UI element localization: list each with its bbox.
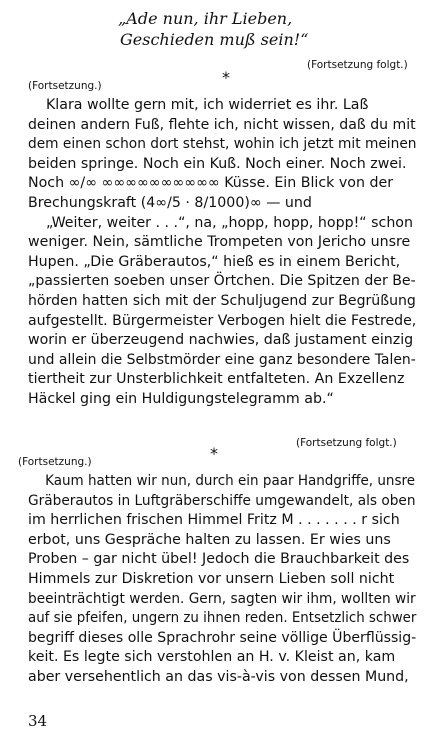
text-line: Kaum hatten wir nun, durch ein paar Handgriffe, unsre bbox=[45, 473, 416, 489]
text-line: deinen andern Fuß, flehte ich, nicht wissen, daß du mit bbox=[28, 116, 416, 133]
text-line: begriff dieses olle Sprachrohr seine völlige Überflüssig- bbox=[28, 629, 417, 646]
text-line: Noch ∞/∞ ∞∞∞∞∞∞∞∞∞∞ Küsse. Ein Blick von der bbox=[28, 175, 394, 192]
text-line: weniger. Nein, sämtliche Trompeten von Jericho unsre bbox=[28, 234, 411, 251]
page-number: 34 bbox=[28, 712, 48, 730]
text-line: Brechungskraft (4∞/5 · 8/1000)∞ — und bbox=[28, 194, 312, 211]
text-line: worin er überzeugend nachwies, daß justament einzig bbox=[28, 332, 414, 349]
text-line: „passierten soeben unser Örtchen. Die Spitzen der Be- bbox=[28, 273, 416, 290]
text-line: beeinträchtigt werden. Gern, sagten wir ihm, wollten wir bbox=[28, 590, 416, 607]
text-line: auf sie pfeifen, ungern zu ihnen reden. Entsetzlich schwer bbox=[28, 610, 417, 627]
continued-note-2: (Fortsetzung folgt.) bbox=[296, 437, 397, 449]
text-line: Gräberautos in Luftgräberschiffe umgewandelt, als oben bbox=[28, 492, 416, 509]
text-line: erbot, uns Gespräche halten zu lassen. Er wies uns bbox=[28, 531, 391, 548]
verse-line-1: „Ade nun, ihr Lieben, bbox=[118, 9, 293, 28]
text-line: „Weiter, weiter . . .“, na, „hopp, hopp, hopp!“ schon bbox=[46, 214, 413, 231]
text-line: keit. Es legte sich verstohlen an H. v. Kleist an, kam bbox=[28, 649, 396, 666]
text-line: Häckel ging ein Huldigungstelegramm ab.“ bbox=[28, 390, 334, 407]
verse-line-2: Geschieden muß sein!“ bbox=[120, 30, 309, 49]
paragraph-2 bbox=[28, 472, 416, 688]
section-separator-star-1: * bbox=[222, 68, 230, 87]
text-line: tiertheit zur Unsterblichkeit entfalteten. An Exzellenz bbox=[28, 371, 405, 388]
section-heading-1: (Fortsetzung.) bbox=[28, 80, 102, 92]
continued-note-1: (Fortsetzung folgt.) bbox=[307, 59, 408, 71]
text-line: Hupen. „Die Gräberautos,“ hieß es in einem Bericht, bbox=[28, 253, 401, 270]
text-line: Proben – gar nicht übel! Jedoch die Brauchbarkeit des bbox=[28, 551, 410, 568]
text-line: beiden springe. Noch ein Kuß. Noch einer. Noch zwei. bbox=[28, 155, 407, 172]
text-line: Klara wollte gern mit, ich widerriet es ihr. Laß bbox=[46, 97, 369, 113]
section-separator-star-2: * bbox=[210, 444, 218, 463]
text-line: Himmels zur Diskretion vor unsern Lieben soll nicht bbox=[28, 570, 395, 587]
verse-quote bbox=[118, 8, 308, 50]
text-line: dem einen schon dort stehst, wohin ich jetzt mit meinen bbox=[28, 136, 417, 153]
paragraph-1 bbox=[28, 96, 416, 410]
section-heading-2: (Fortsetzung.) bbox=[18, 456, 92, 468]
text-line: aber versehentlich an das vis-à-vis von dessen Mund, bbox=[28, 668, 409, 685]
text-line: aufgestellt. Bürgermeister Verbogen hielt die Festrede, bbox=[28, 312, 417, 329]
text-line: und allein die Selbstmörder eine ganz besondere Talen- bbox=[28, 351, 416, 368]
text-line: im herrlichen frischen Himmel Fritz M . . . . . . . r sich bbox=[28, 512, 400, 529]
text-line: hörden hatten sich mit der Schuljugend zur Begrüßung bbox=[28, 292, 416, 309]
